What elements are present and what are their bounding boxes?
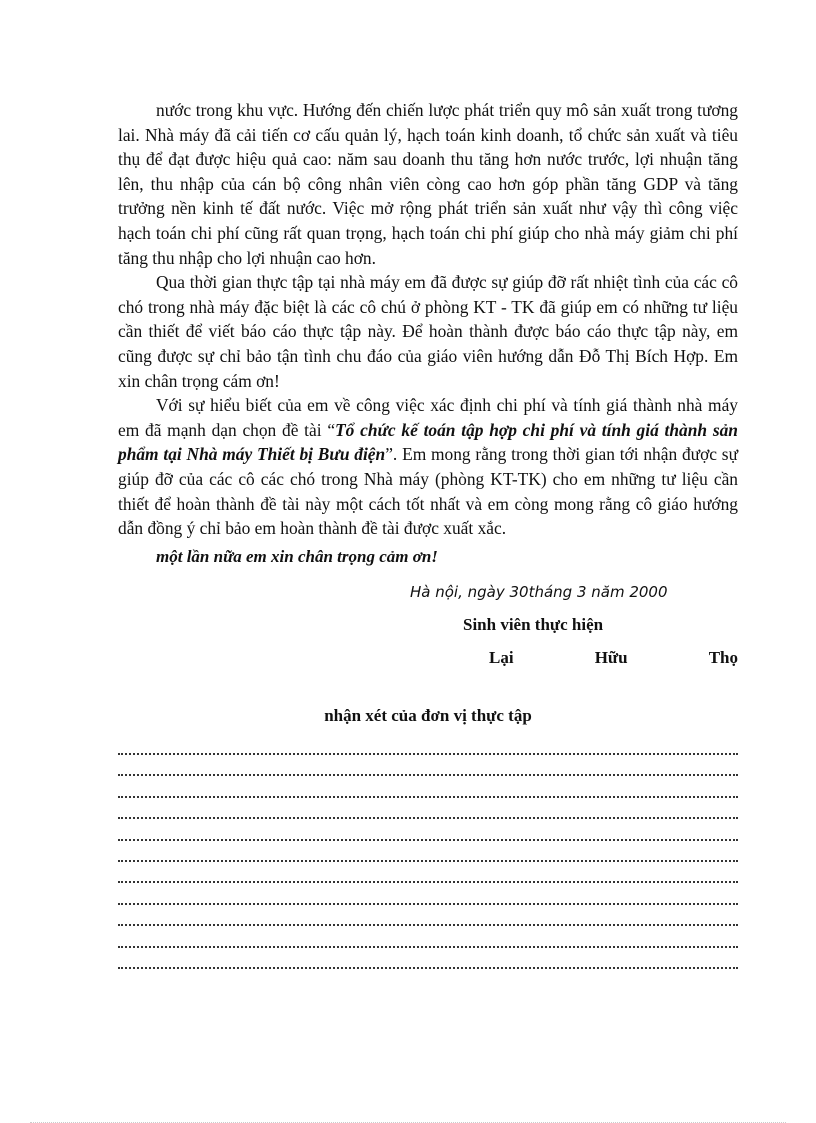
paragraph-topic <box>118 393 738 541</box>
paragraph-topic-rest: ”. Em mong rằng trong thời gian tới nhận được sự giúp đỡ của các cô các chó trong Nhà máy (phòng KT-TK) cho em những tư liệu cần thiết để hoàn thành đề tài này một cách tốt nhất và em còng mong rằng cô giáo hướng dẫn đồng ý chỉ bảo em hoàn thành đề tài được xuất xắc. <box>118 444 738 539</box>
thesis-title: Tổ chức kế toán tập hợp chi phí và tính giá thành sản phẩm tại Nhà máy Thiết bị Bưu điện <box>118 419 738 465</box>
signer-name-part: Lại <box>489 647 514 667</box>
signer-name <box>118 646 738 670</box>
review-dotted-line <box>118 755 738 776</box>
signer-title: Sinh viên thực hiện <box>463 614 604 634</box>
review-dotted-line <box>118 948 738 969</box>
review-dotted-line <box>118 905 738 926</box>
paragraph-thanks: Qua thời gian thực tập tại nhà máy em đã được sự giúp đỡ rất nhiệt tình của các cô chó trong nhà máy đặc biệt là các cô chú ở phòng KT - TK đã giúp em có những tư liệu cần thiết để viết báo cáo thực tập này. Để hoàn thành được báo cáo thực tập này, em cũng được sự chỉ bảo tận tình chu đáo của giáo viên hướng dẫn Đỗ Thị Bích Hợp. Em xin chân trọng cám ơn! <box>118 272 738 391</box>
paragraph-topic-lead: Với sự hiểu biết của em về công việc xác định chi phí và tính giá thành nhà máy em đã mạnh dạn chọn đề tài “ <box>118 395 738 440</box>
review-dotted-line <box>118 734 738 755</box>
review-dotted-line <box>118 798 738 819</box>
signer-name-part: Hữu <box>594 647 628 667</box>
review-dotted-line <box>118 926 738 947</box>
signer-name-part: Thọ <box>708 647 738 667</box>
review-dotted-line <box>118 776 738 797</box>
review-dotted-line <box>118 841 738 862</box>
review-dotted-line <box>118 862 738 883</box>
review-dotted-line <box>118 819 738 840</box>
review-lines <box>118 734 738 969</box>
dateline: Hà nội, ngày 30tháng 3 năm 2000 <box>410 582 668 601</box>
closing-thanks: một lần nữa em xin chân trọng cảm ơn! <box>156 546 438 566</box>
review-dotted-line <box>118 883 738 904</box>
paragraph-intro: nước trong khu vực. Hướng đến chiến lược phát triển quy mô sản xuất trong tương lai. Nhà máy đã cải tiến cơ cấu quản lý, hạch toán kinh doanh, tổ chức sản xuất và tiêu thụ để đạt được hiệu quả cao: năm sau doanh thu tăng hơn nước trước, lợi nhuận tăng lên, thu nhập của cán bộ công nhân viên còng cao hơn góp phần tăng GDP và tăng trưởng nền kinh tế đất nước. Việc mở rộng phát triển sản xuất như vậy thì công việc hạch toán chi phí cũng rất quan trọng, hạch toán chi phí giúp cho nhà máy giảm chi phí tăng thu nhập cho lợi nhuận cao hơn. <box>118 100 738 268</box>
review-section-title: nhận xét của đơn vị thực tập <box>324 705 532 725</box>
document-page <box>118 98 738 969</box>
